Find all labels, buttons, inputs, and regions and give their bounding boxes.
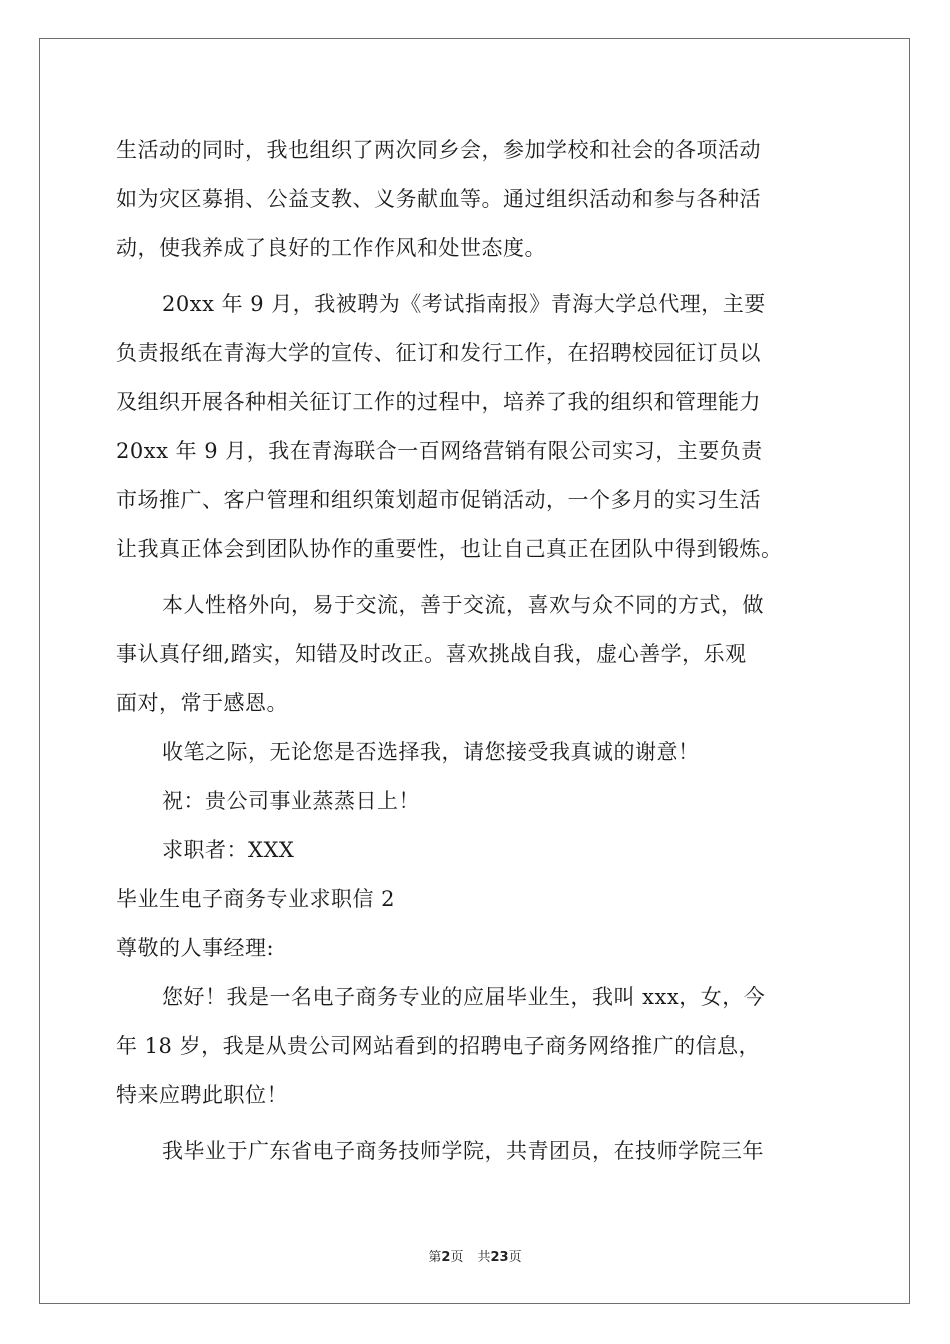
text-line: 事认真仔细,踏实，知错及时改正。喜欢挑战自我，虚心善学，乐观 [116, 642, 747, 666]
text-line: 如为灾区募捐、公益支教、义务献血等。通过组织活动和参与各种活 [116, 187, 761, 211]
text-line: 生活动的同时，我也组织了两次同乡会，参加学校和社会的各项活动 [116, 138, 761, 162]
letter-title: 毕业生电子商务专业求职信 2 [116, 887, 396, 911]
page-prefix: 第 [428, 1250, 442, 1265]
page-suffix: 页 [450, 1250, 464, 1265]
text-line: 动，使我养成了良好的工作作风和处世态度。 [116, 236, 546, 260]
document-body [116, 126, 836, 1176]
text-line: 特来应聘此职位！ [116, 1083, 288, 1107]
text-line: 及组织开展各种相关征订工作的过程中，培养了我的组织和管理能力 [116, 390, 761, 414]
total-prefix: 共 [477, 1250, 491, 1265]
text-line: 市场推广、客户管理和组织策划超市促销活动，一个多月的实习生活 [116, 488, 761, 512]
salutation: 尊敬的人事经理: [116, 936, 275, 960]
signature-line: 求职者：XXX [162, 838, 295, 862]
total-pages: 23 [490, 1250, 509, 1265]
paragraph-start-line: 本人性格外向，易于交流，善于交流，喜欢与众不同的方式，做 [162, 593, 764, 617]
total-suffix: 页 [508, 1250, 522, 1265]
paragraph-start-line: 我毕业于广东省电子商务技师学院，共青团员，在技师学院三年 [162, 1139, 764, 1163]
text-line: 让我真正体会到团队协作的重要性，也让自己真正在团队中得到锻炼。 [116, 537, 783, 561]
page-footer [0, 1246, 950, 1265]
wishes-line: 祝：贵公司事业蒸蒸日上！ [162, 789, 420, 813]
paragraph-start-line: 您好！我是一名电子商务专业的应届毕业生，我叫 xxx，女，今 [162, 985, 766, 1009]
closing-line: 收笔之际，无论您是否选择我，请您接受我真诚的谢意！ [162, 740, 700, 764]
page-number: 2 [441, 1250, 451, 1265]
text-line: 负责报纸在青海大学的宣传、征订和发行工作，在招聘校园征订员以 [116, 341, 761, 365]
text-line: 年 18 岁，我是从贵公司网站看到的招聘电子商务网络推广的信息， [116, 1034, 761, 1058]
text-line: 20xx 年 9 月，我在青海联合一百网络营销有限公司实习，主要负责 [116, 439, 763, 463]
text-line: 面对，常于感恩。 [116, 691, 288, 715]
paragraph-start-line: 20xx 年 9 月，我被聘为《考试指南报》青海大学总代理，主要 [162, 292, 766, 316]
